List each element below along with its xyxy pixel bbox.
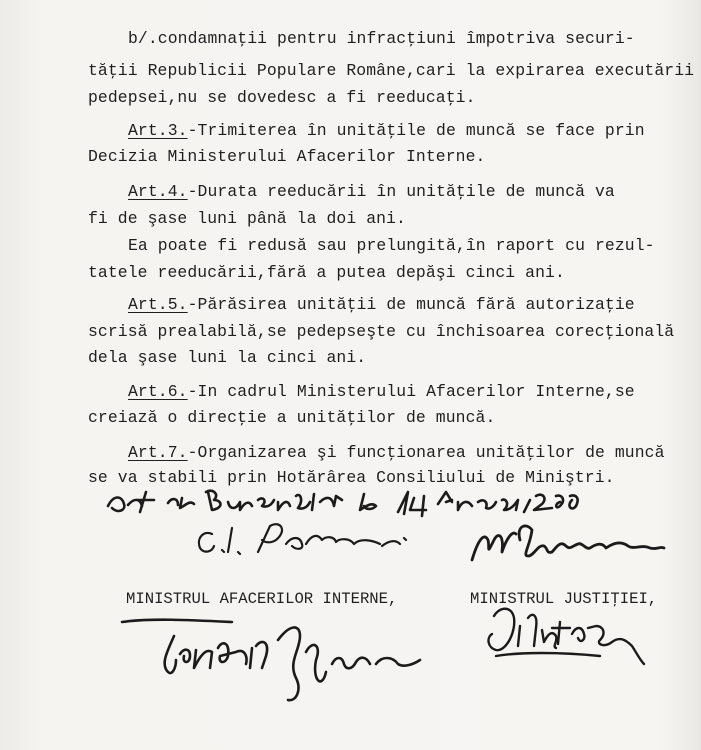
article-5-line-2: scrisă prealabilă,se pedepseşte cu închisoarea corecţională [88,322,675,341]
article-6-text: -In cadrul Ministerului Afacerilor Interne,se [187,382,635,401]
article-6-line-2: creiază o direcţie a unităţilor de muncă. [88,408,496,427]
article-7-label: Art.7. [128,443,188,462]
minister-internal-title: MINISTRUL AFACERILOR INTERNE, [126,590,398,608]
article-5-label: Art.5. [128,295,188,314]
article-4-text: -Durata reeducării în unităţile de muncă va [187,182,615,201]
article-5-line-3: dela şase luni la cinci ani. [88,348,367,367]
text-line-2: tăţii Republicii Populare Române,cari la expirarea executării [88,61,695,80]
article-4-line-3: Ea poate fi redusă sau prelungită,în raport cu rezul- [128,236,655,255]
article-4-line-2: fi de şase luni până la doi ani. [88,209,406,228]
article-3-label: Art.3. [128,121,188,140]
article-5-text: -Părăsirea unităţii de muncă fără autorizaţie [187,295,635,314]
article-6-label: Art.6. [128,382,188,401]
article-4-label: Art.4. [128,182,188,201]
article-3-text: -Trimiterea în unităţile de muncă se face prin [187,121,645,140]
article-7-text: -Organizarea şi funcţionarea unităţilor de muncă [187,443,665,462]
article-4-line-4: tatele reeducării,fără a putea depăşi cinci ani. [88,263,565,282]
text-line-3: pedepsei,nu se dovedesc a fi reeducaţi. [88,88,476,107]
article-3-line-2: Decizia Ministerului Afacerilor Interne. [88,147,486,166]
minister-justice-title: MINISTRUL JUSTIŢIEI, [470,590,658,608]
article-7-line-2: se va stabili prin Hotărârea Consiliului de Miniştri. [88,468,615,487]
text-line-1: b/.condamnaţii pentru infracţiuni împotriva securi- [128,29,635,48]
